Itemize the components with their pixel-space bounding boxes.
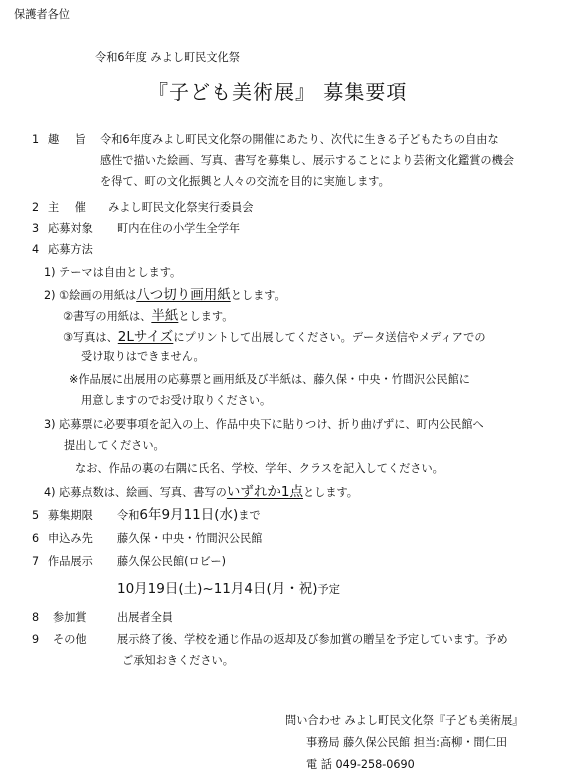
method-item-2b bbox=[63, 308, 233, 324]
deadline-post: まで bbox=[238, 509, 261, 522]
section-9-num: 9 bbox=[32, 633, 40, 646]
section-5-label: 募集期限 bbox=[48, 509, 93, 522]
section-6-label: 申込み先 bbox=[48, 532, 93, 545]
method-item-2a bbox=[44, 287, 286, 303]
method-item-2b-em: 半紙 bbox=[151, 308, 179, 324]
method-item-4-em: いずれか1点 bbox=[226, 484, 303, 500]
exhibition-date: 10月19日(土)~11月4日(月・祝) bbox=[117, 581, 318, 597]
method-item-4 bbox=[44, 484, 358, 500]
section-7-num: 7 bbox=[32, 555, 40, 568]
method-item-2b-pre: ②書写の用紙は、 bbox=[63, 310, 152, 323]
deadline-date: 6年9月11日(水) bbox=[139, 507, 239, 523]
method-item-4-post: とします。 bbox=[302, 486, 358, 499]
method-item-4-pre: 4) 応募点数は、絵画、写真、書写の bbox=[44, 486, 227, 499]
section-6-num: 6 bbox=[32, 532, 40, 545]
section-4-num: 4 bbox=[32, 243, 40, 256]
deadline-pre: 令和 bbox=[117, 509, 140, 522]
section-8-label: 参加賞 bbox=[53, 611, 87, 624]
section-2-label: 主 催 bbox=[48, 201, 92, 214]
section-4-label: 応募方法 bbox=[48, 243, 93, 256]
method-item-2a-post: とします。 bbox=[230, 289, 286, 302]
subtitle: 令和6年度 みよし町民文化祭 bbox=[95, 51, 240, 64]
contact-phone: 電 話 049-258-0690 bbox=[306, 758, 415, 771]
method-note-2: 用意しますのでお受け取りください。 bbox=[81, 394, 272, 407]
section-9-label: その他 bbox=[53, 633, 87, 646]
contact-office: 事務局 藤久保公民館 担当:高柳・間仁田 bbox=[306, 736, 508, 749]
section-2-num: 2 bbox=[32, 201, 40, 214]
method-item-3c: なお、作品の裏の右隅に氏名、学校、学年、クラスを記入してください。 bbox=[75, 462, 444, 475]
method-note-1: ※作品展に出展用の応募票と画用紙及び半紙は、藤久保・中央・竹間沢公民館に bbox=[69, 373, 470, 386]
section-7-text: 藤久保公民館(ロビー) bbox=[117, 555, 226, 568]
section-7-date bbox=[117, 581, 340, 597]
section-3-label: 応募対象 bbox=[48, 222, 93, 235]
section-6-text: 藤久保・中央・竹間沢公民館 bbox=[117, 532, 263, 545]
method-item-2c-post: にプリントして出展してください。データ送信やメディアでの bbox=[173, 331, 486, 344]
method-item-2a-em: 八つ切り画用紙 bbox=[136, 287, 231, 303]
exhibition-date-suffix: 予定 bbox=[317, 583, 340, 596]
method-item-1: 1) テーマは自由とします。 bbox=[44, 266, 182, 279]
section-9-line-1: 展示終了後、学校を通じ作品の返却及び参加賞の贈呈を予定しています。予め bbox=[117, 633, 508, 646]
section-1-line-3: を得て、町の文化振興と人々の交流を目的に実施します。 bbox=[100, 175, 390, 188]
method-item-3b: 提出してください。 bbox=[64, 439, 165, 452]
section-1-line-2: 感性で描いた絵画、写真、書写を募集し、展示することにより芸術文化鑑賞の機会 bbox=[100, 154, 514, 167]
section-1-num: 1 bbox=[32, 133, 40, 146]
section-2-text: みよし町民文化祭実行委員会 bbox=[108, 201, 254, 214]
page-title: 『子ども美術展』 募集要項 bbox=[148, 80, 408, 104]
section-7-label: 作品展示 bbox=[48, 555, 93, 568]
method-item-3a: 3) 応募票に必要事項を記入の上、作品中央下に貼りつけ、折り曲げずに、町内公民館へ bbox=[44, 418, 484, 431]
section-8-text: 出展者全員 bbox=[117, 611, 173, 624]
section-3-num: 3 bbox=[32, 222, 40, 235]
method-item-2b-post: とします。 bbox=[178, 310, 234, 323]
section-9-line-2: ご承知おきください。 bbox=[122, 654, 234, 667]
section-5-deadline bbox=[117, 507, 261, 523]
method-item-2c bbox=[63, 329, 486, 345]
method-item-2c-line-2: 受け取りはできません。 bbox=[81, 350, 205, 363]
method-item-2c-em: 2Lサイズ bbox=[117, 329, 174, 345]
contact-inquiry: 問い合わせ みよし町民文化祭『子ども美術展』 bbox=[285, 714, 524, 727]
addressee: 保護者各位 bbox=[14, 8, 70, 21]
method-item-2c-pre: ③写真は、 bbox=[63, 331, 118, 344]
section-1-label: 趣 旨 bbox=[48, 133, 92, 146]
section-1-line-1: 令和6年度みよし町民文化祭の開催にあたり、次代に生きる子どもたちの自由な bbox=[100, 133, 499, 146]
section-3-text: 町内在住の小学生全学年 bbox=[117, 222, 241, 235]
section-8-num: 8 bbox=[32, 611, 40, 624]
method-item-2a-pre: 2) ①絵画の用紙は bbox=[44, 289, 137, 302]
section-5-num: 5 bbox=[32, 509, 40, 522]
